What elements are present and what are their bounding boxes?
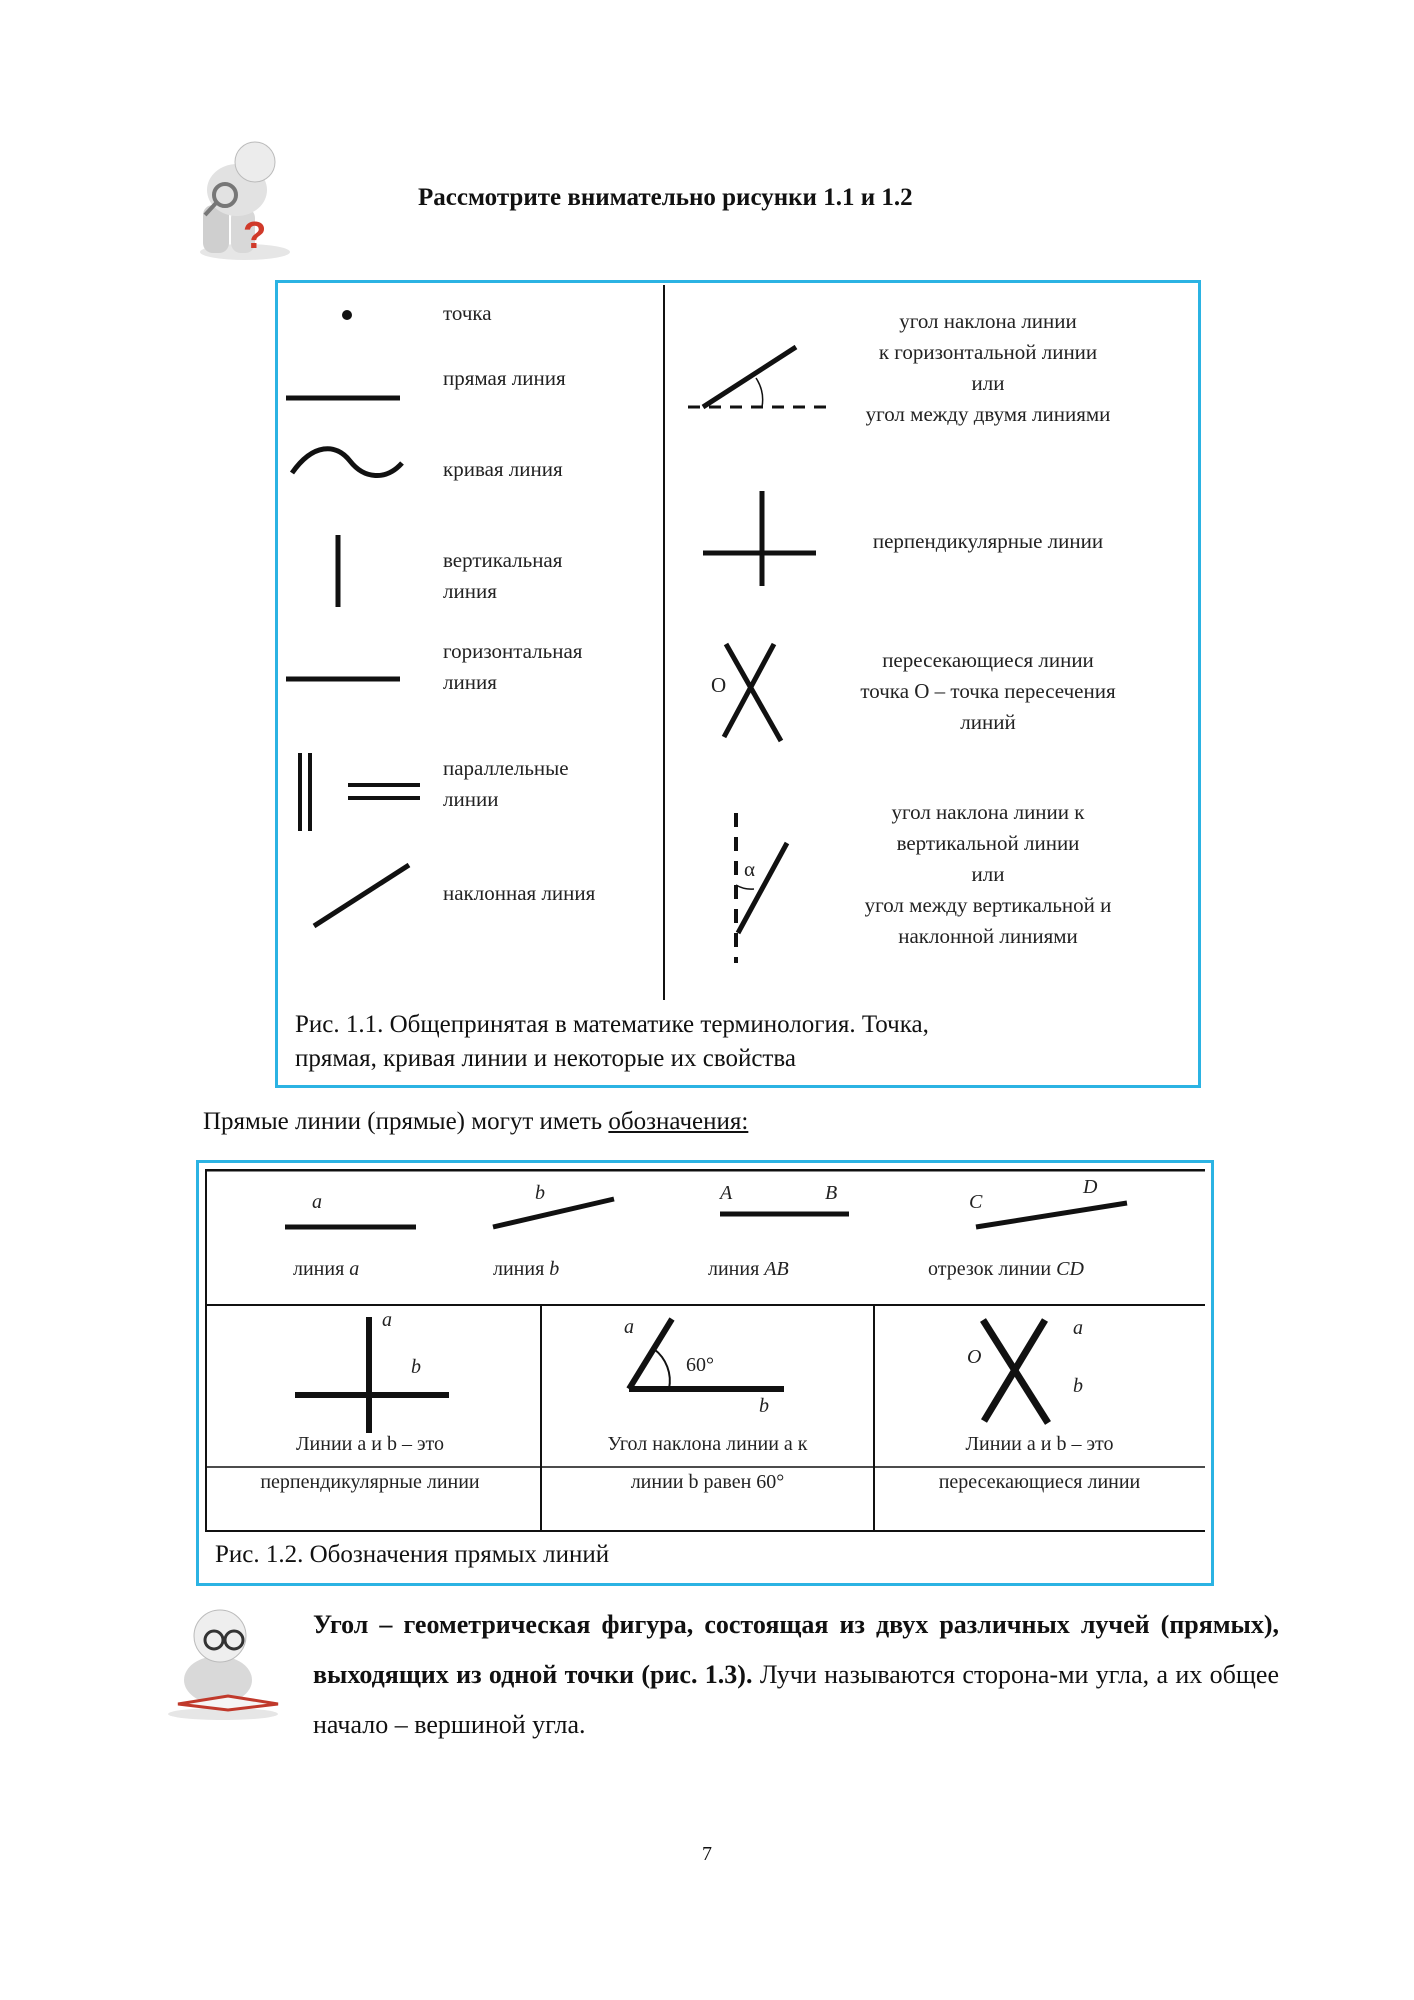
figure-1-2 xyxy=(196,1160,1214,1586)
segment-cd xyxy=(976,1203,1127,1227)
letter-B: B xyxy=(825,1182,838,1204)
label-inclined-line: наклонная линия xyxy=(443,881,596,905)
cross-letter-b: b xyxy=(1073,1375,1083,1397)
page-number: 7 xyxy=(702,1843,712,1865)
angle-arc xyxy=(756,378,763,407)
angle-line-a xyxy=(629,1319,672,1389)
label-horizontal-line: горизонтальная линия xyxy=(443,639,583,694)
angle-60-label: 60° xyxy=(686,1354,714,1376)
svg-text:?: ? xyxy=(243,215,267,257)
cross-letter-a: a xyxy=(1073,1317,1083,1339)
label-line-ab: линия AB xyxy=(708,1258,789,1280)
label-angle-vertical: угол наклона линии к вертикальной линии или угол между вертикальной и наклонной линиями xyxy=(864,800,1112,948)
label-intersecting-lines: пересекающиеся линии точка О – точка пересечения линий xyxy=(860,648,1116,734)
label-perpendicular-lines: перпендикулярные линии xyxy=(872,529,1104,553)
label-point: точка xyxy=(443,301,492,325)
angle-inclined-line xyxy=(703,347,796,407)
designations-link: обозначения: xyxy=(608,1108,749,1135)
angle-letter-b: b xyxy=(759,1395,769,1417)
letter-C: C xyxy=(969,1191,983,1213)
point-o-label: О xyxy=(711,673,727,697)
letter-D: D xyxy=(1083,1176,1098,1198)
label-angle-horizontal: угол наклона линии к горизонтальной линии или угол между двумя линиями xyxy=(865,309,1111,426)
intro-text: Прямые линии (прямые) могут иметь обозначения: xyxy=(203,1108,749,1135)
inclined-line-symbol xyxy=(314,865,409,926)
angle-60-arc xyxy=(654,1349,670,1389)
label-line-a: линия a xyxy=(293,1258,360,1280)
intersecting-line-1 xyxy=(726,644,781,741)
figure-1-1 xyxy=(275,280,1201,1088)
reading-figure-icon xyxy=(158,1598,288,1723)
point-symbol xyxy=(342,310,352,320)
vertical-angle-arc xyxy=(736,885,754,889)
page-heading: Рассмотрите внимательно рисунки 1.1 и 1.2 xyxy=(418,184,913,211)
label-curve-line: кривая линия xyxy=(443,457,563,481)
letter-A: A xyxy=(720,1182,733,1204)
alpha-label: α xyxy=(744,857,756,881)
caption-angle-60: Угол наклона линии a к линии b равен 60° xyxy=(607,1433,808,1493)
label-segment-cd: отрезок линии CD xyxy=(928,1258,1084,1280)
caption-intersecting: Линии a и b – это пересекающиеся линии xyxy=(938,1433,1141,1493)
cross-letter-o: O xyxy=(967,1346,982,1368)
figure-1-1-caption: Рис. 1.1. Общепринятая в математике терминология. Точка, прямая, кривая линии и некоторые их свойства xyxy=(295,1011,929,1072)
curve-line-symbol xyxy=(292,449,402,476)
label-parallel-lines: параллельные линии xyxy=(443,756,569,811)
label-vertical-line: вертикальная линия xyxy=(443,548,563,603)
line-b xyxy=(493,1199,614,1227)
caption-perpendicular: Линии a и b – это перпендикулярные линии xyxy=(260,1433,480,1493)
angle-letter-a: a xyxy=(624,1316,634,1338)
perp-letter-b: b xyxy=(411,1356,421,1378)
letter-a: a xyxy=(312,1191,322,1213)
thinking-figure-icon xyxy=(175,140,325,265)
perp-letter-a: a xyxy=(382,1309,392,1331)
angle-definition: Угол – геометрическая фигура, состоящая из двух различных лучей (прямых), выходящих из одной точки (рис. 1.3). Лучи называются сторона-ми угла, а их общее начало – вершиной угла. xyxy=(313,1610,1279,1739)
letter-b: b xyxy=(535,1182,545,1204)
label-straight-line: прямая линия xyxy=(443,366,566,390)
figure-1-2-caption: Рис. 1.2. Обозначения прямых линий xyxy=(215,1541,610,1568)
label-line-b: линия b xyxy=(493,1258,560,1280)
